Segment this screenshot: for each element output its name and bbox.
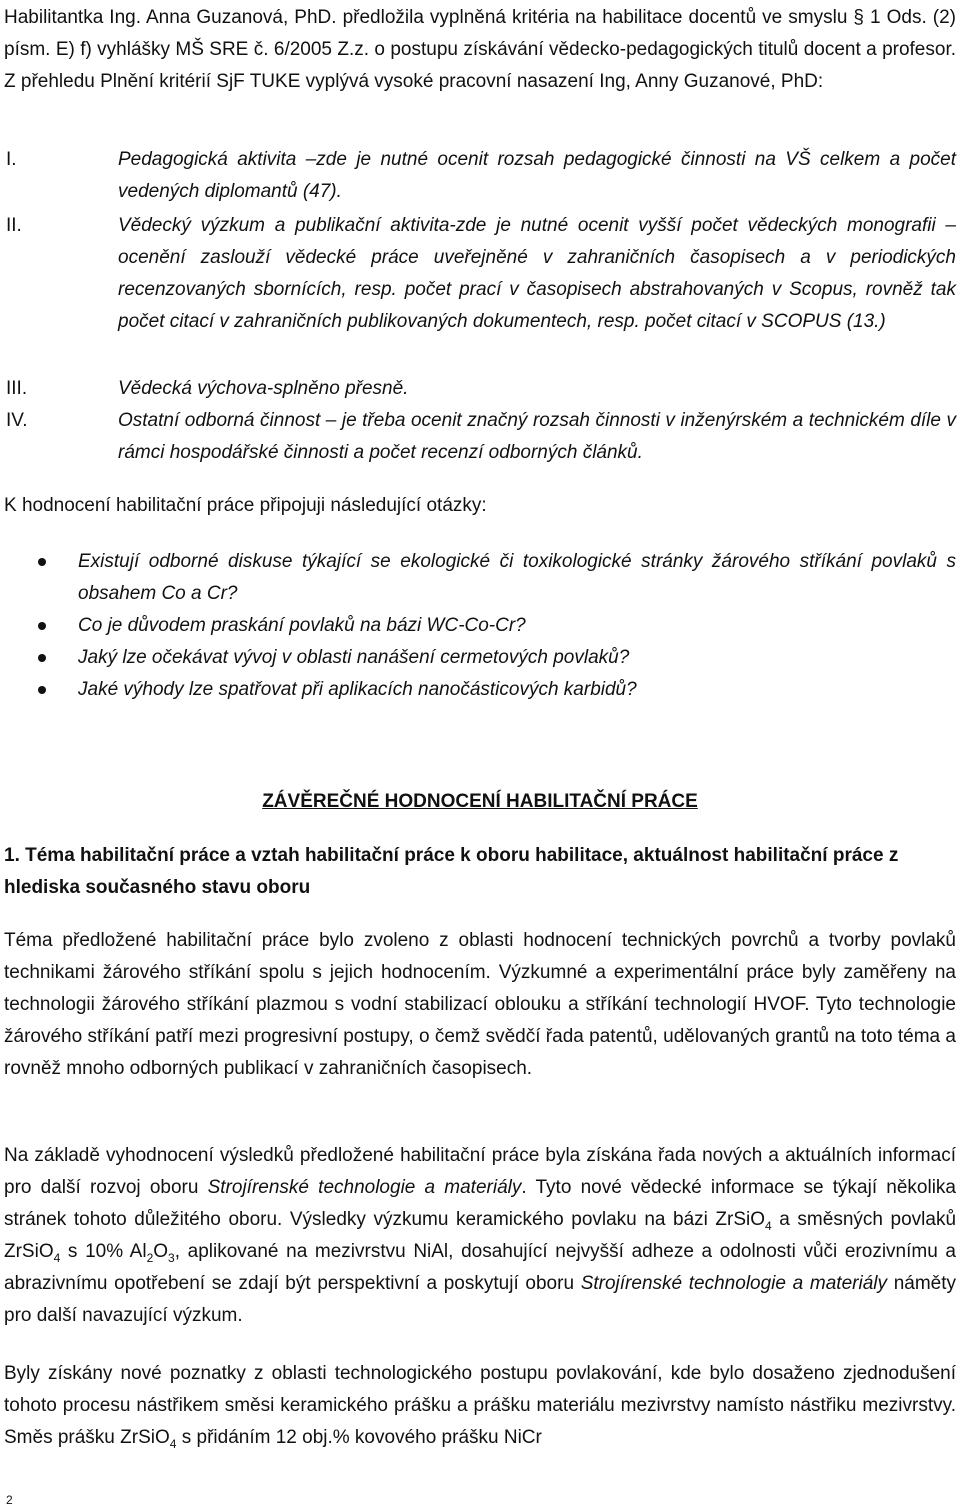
subscript: 4: [53, 1250, 61, 1265]
paragraph-findings: [4, 1358, 956, 1454]
criterion-number: I.: [6, 149, 17, 170]
questions-list: [0, 546, 960, 706]
subscript: 4: [169, 1436, 177, 1451]
field-name: Strojírenské technologie a materiály: [207, 1177, 522, 1198]
final-evaluation-heading: ZÁVĚREČNÉ HODNOCENÍ HABILITAČNÍ PRÁCE: [262, 791, 698, 812]
text-run: Byly získány nové poznatky z oblasti technologického postupu povlakování, kde bylo dosaženo zjednodušení tohoto procesu nástřikem směsi keramického prášku a prášku materiálu mezivrstvy namísto nástřiku mezivrstvy. Směs prášku ZrSiO: [4, 1363, 956, 1448]
text-run: , aplikované na mezivrstvu NiAl, dosahující nejvyšší adheze a odolnosti vůči erozivnímu a abrazivnímu opotřebení se zdají být perspektivní a poskytují oboru: [4, 1241, 956, 1294]
section-title: 1. Téma habilitační práce a vztah habilitační práce k oboru habilitace, aktuálnost habilitační práce z hlediska současného stavu oboru: [4, 845, 899, 898]
intro-paragraph: Habilitantka Ing. Anna Guzanová, PhD. předložila vyplněná kritéria na habilitace docentů ve smyslu § 1 Ods. (2) písm. E) f) vyhlášky MŠ SRE č. 6/2005 Z.z. o postupu získávání vědecko-pedagogických titulů docent a profesor. Z přehledu Plnění kritérií SjF TUKE vyplývá vysoké pracovní nasazení Ing, Anny Guzanové, PhD:: [4, 7, 956, 92]
text-run: náměty pro další navazující výzkum.: [4, 1273, 956, 1326]
text-run: a směsných povlaků ZrSiO: [4, 1209, 957, 1262]
criterion-text: Vědecký výzkum a publikační aktivita-zde je nutné ocenit vyšší počet vědeckých monografii – ocenění zaslouží vědecké práce uveřejněné v zahraničních časopisech a v periodických recenzovaných sbornících, resp. počet prací v časopisech abstrahovaných v Scopus, rovněž tak počet citací v zahraničních publikovaných dokumentech, resp. počet citací v SCOPUS (13.): [118, 215, 956, 332]
text-run: s 10% Al: [60, 1241, 147, 1262]
criterion-number: II.: [6, 215, 22, 236]
list-item: [0, 610, 960, 642]
list-item: [0, 674, 960, 706]
bullet-icon: [38, 558, 46, 566]
criterion-number: III.: [6, 378, 28, 399]
subscript: 3: [168, 1250, 175, 1265]
field-name: Strojírenské technologie a materiály: [580, 1273, 887, 1294]
question-text: Co je důvodem praskání povlaků na bázi WC-Co-Cr?: [78, 615, 526, 636]
subscript: 4: [765, 1218, 772, 1233]
text-run: s přidáním 12 obj.% kovového prášku NiCr: [176, 1427, 542, 1448]
list-item: [0, 642, 960, 674]
question-text: Jaký lze očekávat vývoj v oblasti nanášení cermetových povlaků?: [78, 647, 630, 668]
criterion-number: IV.: [6, 410, 28, 431]
text-run: O: [153, 1241, 169, 1262]
paragraph-topic: Téma předložené habilitační práce bylo zvoleno z oblasti hodnocení technických povrchů a tvorby povlaků technikami žárového stříkání spolu s jejich hodnocením. Výzkumné a experimentální práce byly zaměřeny na technologii žárového stříkání plazmou s vodní stabilizací oblouku a stříkání technologií HVOF. Tyto technologie žárového stříkání patří mezi progresivní postupy, o čemž svědčí řada patentů, udělovaných grantů na toto téma a rovněž mnoho odborných publikací v zahraničních časopisech.: [4, 930, 956, 1079]
paragraph-results: [4, 1140, 956, 1332]
question-text: Jaké výhody lze spatřovat při aplikacích nanočásticových karbidů?: [78, 679, 637, 700]
criterion-text: Ostatní odborná činnost – je třeba ocenit značný rozsah činnosti v inženýrském a technickém díle v rámci hospodářské činnosti a počet recenzí odborných článků.: [118, 410, 956, 463]
questions-intro: K hodnocení habilitační práce připojuji následující otázky:: [4, 495, 487, 516]
question-text: Existují odborné diskuse týkající se ekologické či toxikologické stránky žárového stříkání povlaků s obsahem Co a Cr?: [78, 551, 956, 604]
bullet-icon: [38, 622, 46, 630]
text-run: . Tyto nové vědecké informace se týkají několika stránek tohoto důležitého oboru. Výsledky výzkumu keramického povlaku na bázi ZrSiO: [4, 1177, 956, 1230]
page-number: 2: [6, 1493, 13, 1507]
criterion-text: Vědecká výchova-splněno přesně.: [118, 378, 409, 399]
text-run: Na základě vyhodnocení výsledků předložené habilitační práce byla získána řada nových a aktuálních informací pro další rozvoj oboru: [4, 1145, 956, 1198]
subscript: 2: [146, 1250, 154, 1265]
bullet-icon: [38, 686, 46, 694]
criterion-text: Pedagogická aktivita –zde je nutné ocenit rozsah pedagogické činnosti na VŠ celkem a počet vedených diplomantů (47).: [118, 149, 956, 202]
list-item: [0, 546, 960, 610]
bullet-icon: [38, 654, 46, 662]
